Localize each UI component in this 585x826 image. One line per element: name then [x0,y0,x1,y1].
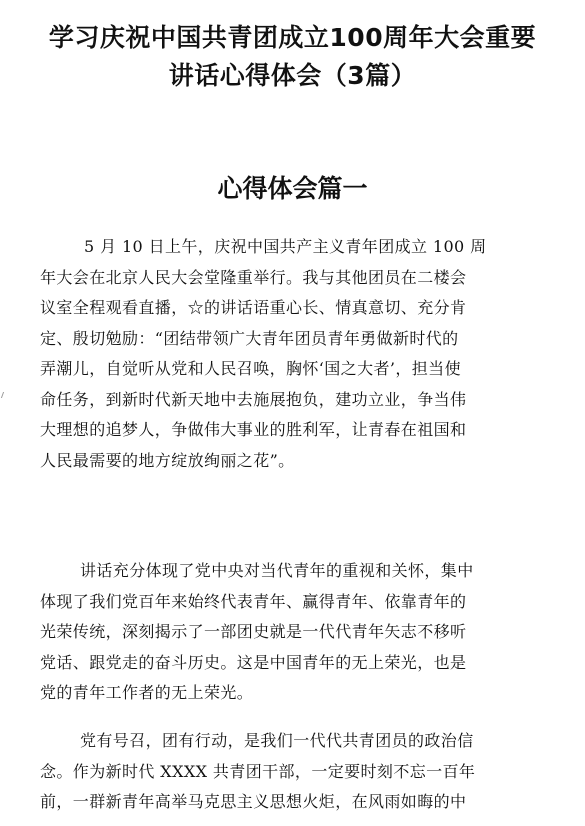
paragraph-line: 议室全程观看直播，☆的讲话语重心长、情真意切、充分肯 [40,298,467,317]
paragraph-line: 党有号召，团有行动，是我们一代代共青团员的政治信 [80,731,474,750]
paragraph-line: 念。作为新时代 XXXX 共青团干部，一定要时刻不忘一百年 [40,761,476,781]
paragraph-line: 年大会在北京人民大会堂隆重举行。我与其他团员在二楼会 [40,267,467,287]
paragraph-1 [40,232,545,476]
paragraph-line: 5 月 10 日上午，庆祝中国共产主义青年团成立 100 周 [84,237,487,256]
paragraph-2 [40,556,545,709]
paragraph-line: 党话、跟党走的奋斗历史。这是中国青年的无上荣光，也是 [40,652,467,672]
paragraph-line: 大理想的追梦人，争做伟大事业的胜利军，让青春在祖国和 [40,420,467,439]
section-heading: 心得体会篇一 [217,174,368,203]
paragraph-line: 定、殷切勉励：“团结带领广大青年团员青年勇做新时代的 [40,328,459,348]
paragraph-line: 讲话充分体现了党中央对当代青年的重视和关怀，集中 [80,561,474,580]
margin-mark [1,392,7,398]
paragraph-line: 人民最需要的地方绽放绚丽之花”。 [40,450,295,470]
document-title-line-2: 讲话心得体会（3篇） [168,61,417,90]
paragraph-line: 命任务，到新时代新天地中去施展抱负，建功立业，争当伟 [40,389,467,409]
paragraph-line: 光荣传统，深刻揭示了一部团史就是一代代青年矢志不移听 [40,622,467,641]
document-title-line-1: 学习庆祝中国共青团成立100周年大会重要 [48,23,537,52]
paragraph-line: 前，一群新青年高举马克思主义思想火炬，在风雨如晦的中 [40,792,467,811]
paragraph-3 [40,726,545,818]
paragraph-line: 体现了我们党百年来始终代表青年、赢得青年、依靠青年的 [40,591,467,611]
paragraph-line: 弄潮儿，自觉听从党和人民召唤，胸怀‘国之大者’，担当使 [40,359,461,378]
paragraph-line: 党的青年工作者的无上荣光。 [40,683,254,702]
